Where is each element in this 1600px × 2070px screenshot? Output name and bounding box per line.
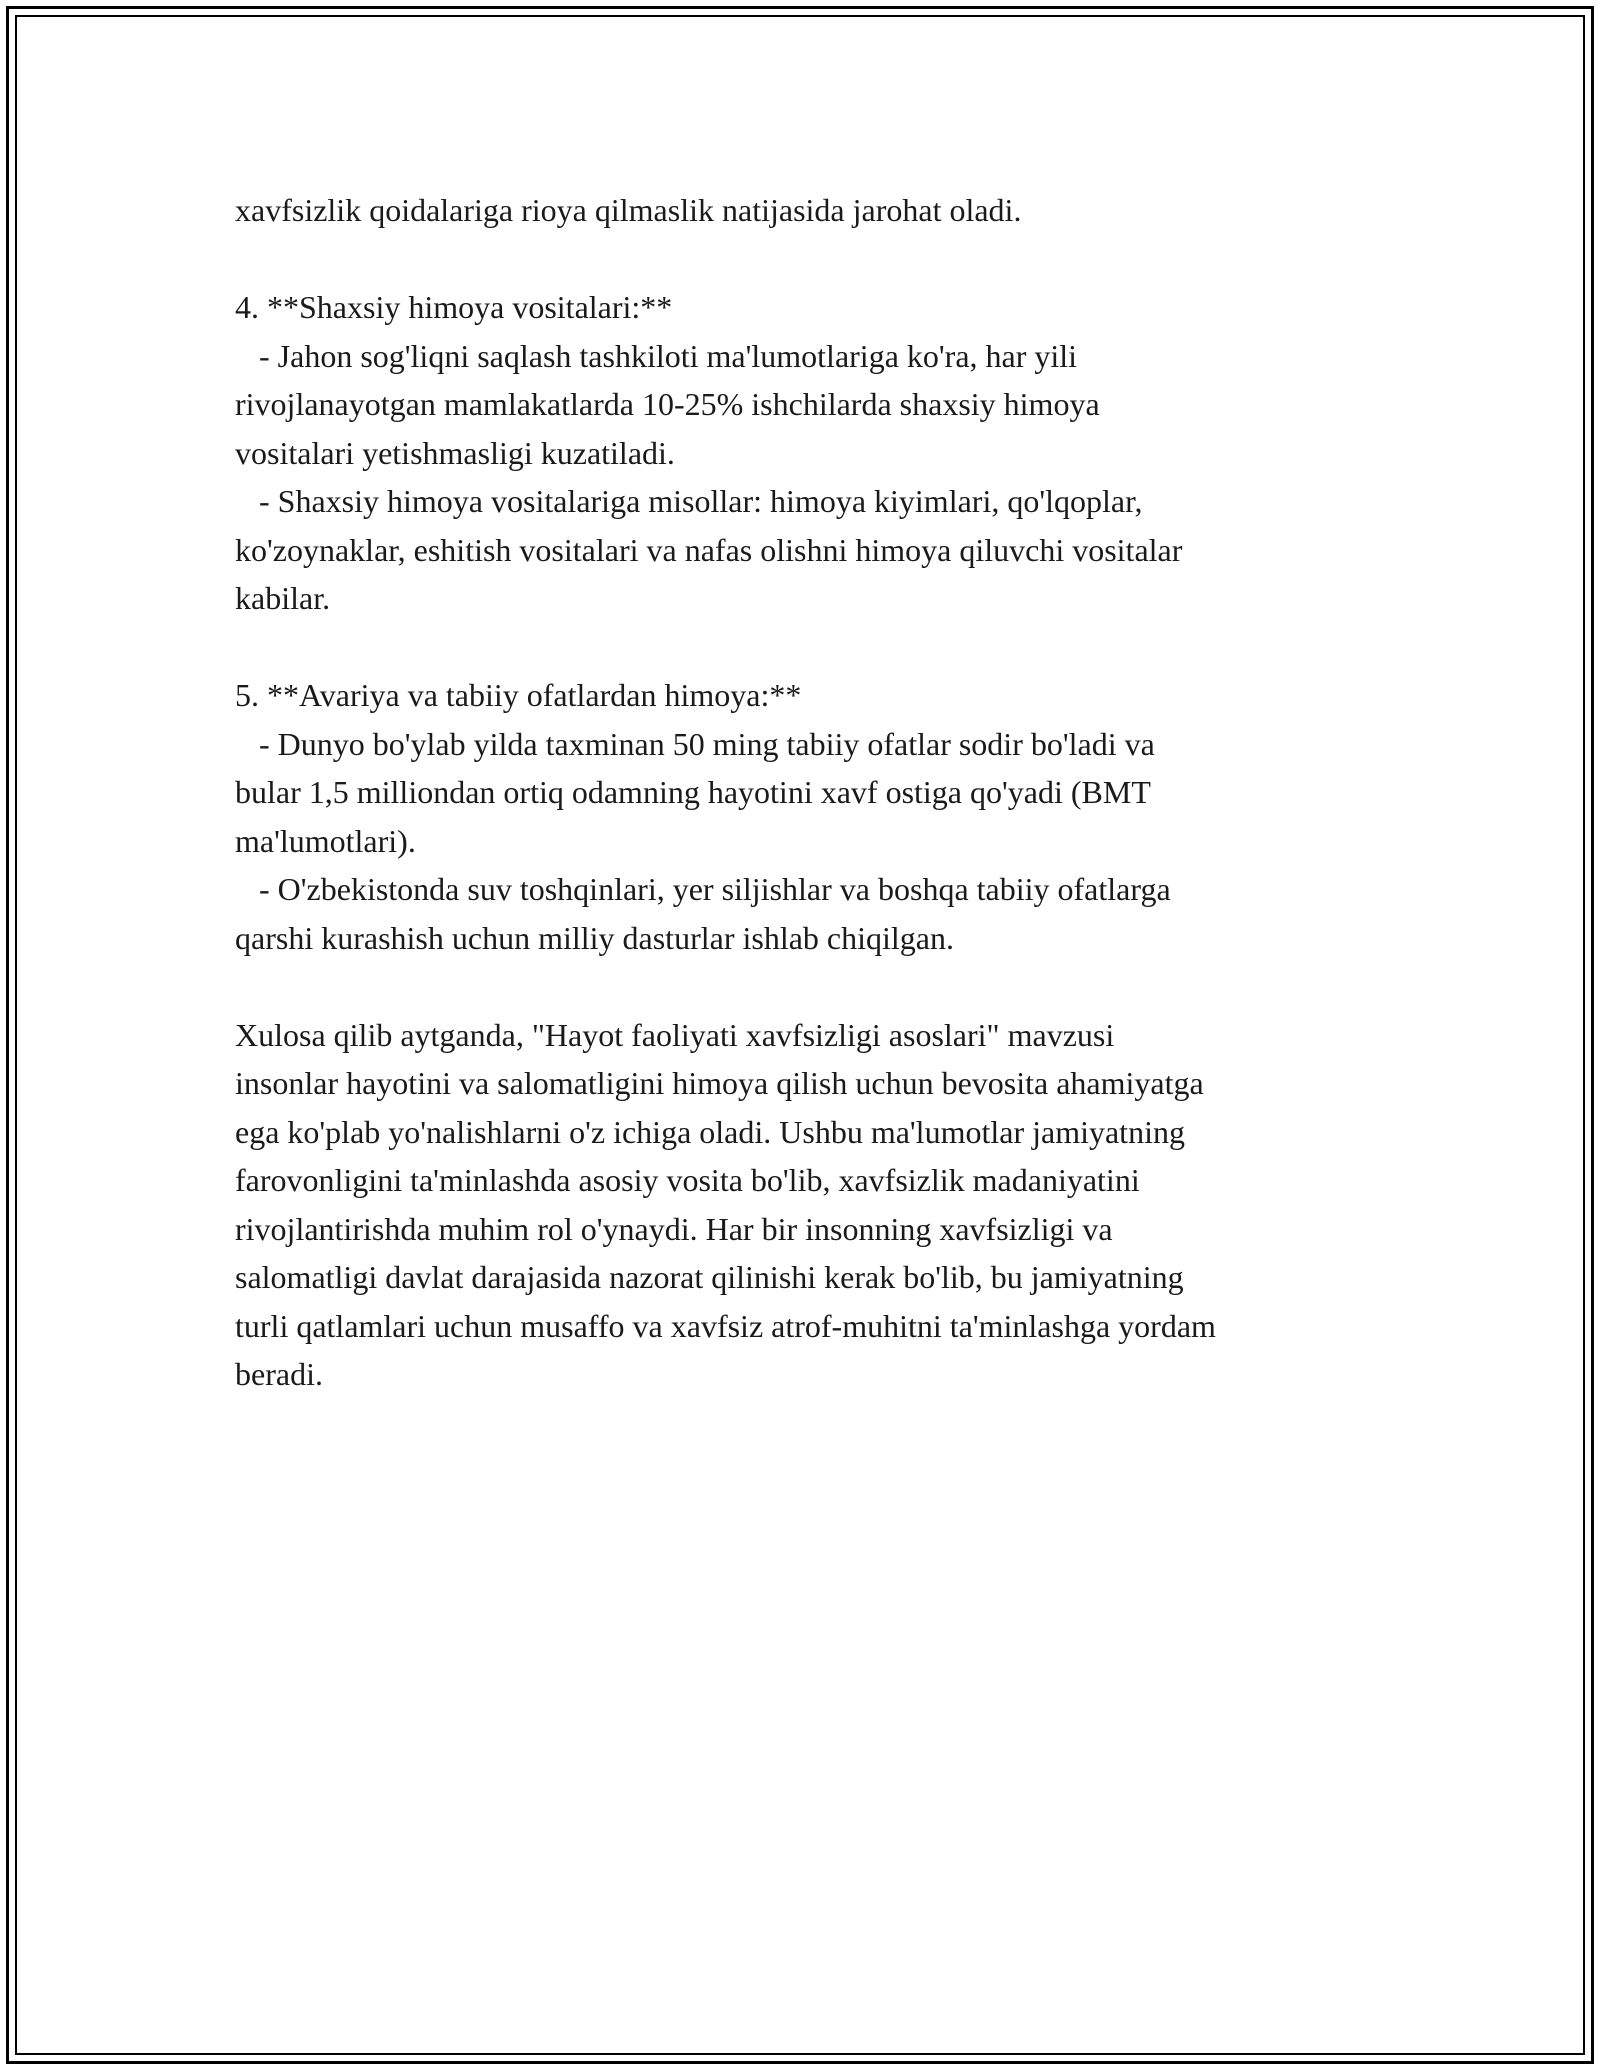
conclusion-paragraph	[235, 1011, 1375, 1399]
section-4-bullet-2	[235, 477, 1375, 623]
bullet-line: - Dunyo bo'ylab yilda taxminan 50 ming tabiiy ofatlar sodir bo'ladi va	[235, 725, 1155, 762]
bullet-line: kabilar.	[235, 580, 331, 616]
conclusion-line: salomatligi davlat darajasida nazorat qilinishi kerak bo'lib, bu jamiyatning	[235, 1259, 1184, 1295]
conclusion-line: beradi.	[235, 1356, 323, 1392]
bullet-line: rivojlanayotgan mamlakatlarda 10-25% ishchilarda shaxsiy himoya	[235, 386, 1100, 422]
conclusion-line: ega ko'plab yo'nalishlarni o'z ichiga oladi. Ushbu ma'lumotlar jamiyatning	[235, 1113, 1185, 1150]
bullet-line: - O'zbekistonda suv toshqinlari, yer siljishlar va boshqa tabiiy ofatlarga	[235, 871, 1171, 907]
conclusion-line: Xulosa qilib aytganda, "Hayot faoliyati xavfsizligi asoslari" mavzusi	[235, 1016, 1115, 1053]
bullet-line: qarshi kurashish uchun milliy dasturlar ishlab chiqilgan.	[235, 919, 954, 956]
paragraph-spacer	[235, 962, 1375, 1011]
paragraph-spacer	[235, 623, 1375, 672]
document-body	[235, 186, 1375, 1399]
conclusion-line: turli qatlamlari uchun musaffo va xavfsiz atrof-muhitni ta'minlashga yordam	[235, 1307, 1216, 1344]
section-5-bullet-1	[235, 720, 1375, 866]
conclusion-line: rivojlantirishda muhim rol o'ynaydi. Har bir insonning xavfsizligi va	[235, 1210, 1113, 1247]
bullet-line: - Shaxsiy himoya vositalariga misollar: himoya kiyimlari, qo'lqoplar,	[235, 483, 1143, 519]
bullet-line: vositalari yetishmasligi kuzatiladi.	[235, 434, 675, 471]
section-4-heading: 4. **Shaxsiy himoya vositalari:**	[235, 289, 673, 325]
bullet-line: ma'lumotlari).	[235, 822, 416, 859]
continuation-text: xavfsizlik qoidalariga rioya qilmaslik natijasida jarohat oladi.	[235, 192, 1022, 228]
section-5-heading: 5. **Avariya va tabiiy ofatlardan himoya:**	[235, 677, 802, 713]
bullet-line: ko'zoynaklar, eshitish vositalari va nafas olishni himoya qiluvchi vositalar	[235, 531, 1183, 568]
bullet-line: - Jahon sog'liqni saqlash tashkiloti ma'lumotlariga ko'ra, har yili	[235, 337, 1078, 374]
section-4-bullet-1	[235, 332, 1375, 478]
conclusion-line: insonlar hayotini va salomatligini himoya qilish uchun bevosita ahamiyatga	[235, 1065, 1204, 1101]
section-personal-protection	[235, 283, 1375, 623]
conclusion-line: farovonligini ta'minlashda asosiy vosita bo'lib, xavfsizlik madaniyatini	[235, 1162, 1140, 1198]
paragraph-spacer	[235, 235, 1375, 284]
section-5-bullet-2	[235, 865, 1375, 962]
section-disaster-protection	[235, 671, 1375, 962]
bullet-line: bular 1,5 milliondan ortiq odamning hayotini xavf ostiga qo'yadi (BMT	[235, 774, 1151, 810]
